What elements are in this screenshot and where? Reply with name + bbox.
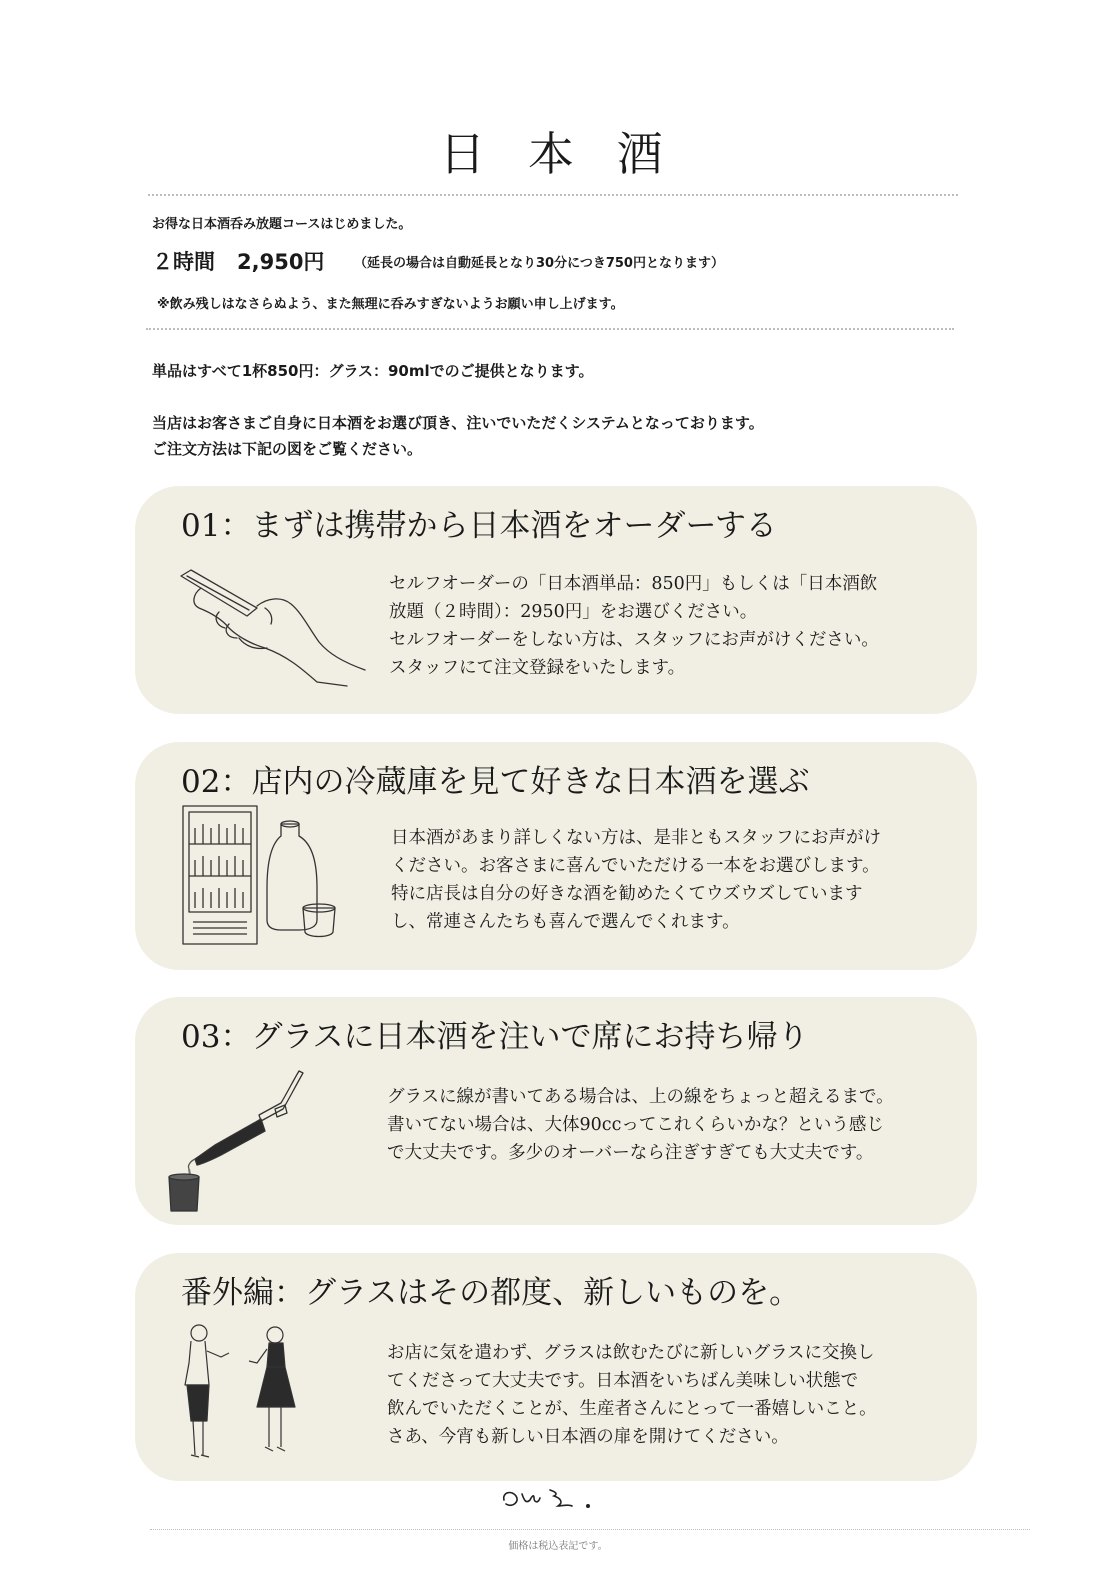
phone-hand-icon bbox=[179, 568, 367, 688]
divider bbox=[148, 194, 958, 196]
text-line: 特に店長は自分の好きな酒を勧めたくてウズウズしています bbox=[391, 884, 863, 904]
system-line: 当店はお客さまご自身に日本酒をお選び頂き、注いでいただくシステムとなっております。 bbox=[152, 414, 764, 432]
course-price bbox=[152, 246, 324, 276]
single-price-text: 単品はすべて1杯850円：グラス：90mlでのご提供となります。 bbox=[152, 362, 594, 380]
divider bbox=[150, 1529, 1030, 1530]
step-text bbox=[387, 1083, 894, 1167]
text-line: セルフオーダーをしない方は、スタッフにお声がけください。 bbox=[389, 630, 879, 650]
step-heading: 01：まずは携帯から日本酒をオーダーする bbox=[181, 508, 777, 544]
system-text bbox=[152, 410, 764, 462]
text-line: 書いてない場合は、大体90ccってこれくらいかな？という感じ bbox=[387, 1115, 884, 1135]
course-duration: ２時間 bbox=[152, 250, 215, 274]
text-line: お店に気を遣わず、グラスは飲むたびに新しいグラスに交換し bbox=[387, 1343, 875, 1363]
text-line: 飲んでいただくことが、生産者さんにとって一番嬉しいこと。 bbox=[387, 1399, 877, 1419]
step-card-1 bbox=[135, 486, 977, 714]
step-card-2 bbox=[135, 742, 977, 970]
text-line: で大丈夫です。多少のオーバーなら注ぎすぎても大丈夫です。 bbox=[387, 1143, 874, 1163]
step-text bbox=[389, 570, 879, 682]
text-line: セルフオーダーの「日本酒単品：850円」もしくは「日本酒飲 bbox=[389, 574, 878, 594]
step-heading: 番外編：グラスはその都度、新しいものを。 bbox=[181, 1275, 801, 1311]
course-intro: お得な日本酒呑み放題コースはじめました。 bbox=[152, 217, 412, 232]
step-card-3 bbox=[135, 997, 977, 1225]
text-line: さあ、今宵も新しい日本酒の扉を開けてください。 bbox=[387, 1427, 789, 1447]
text-line: 放題（２時間）：2950円」をお選びください。 bbox=[389, 602, 758, 622]
step-text bbox=[391, 824, 881, 936]
pouring-bottle-icon bbox=[165, 1069, 315, 1215]
text-line: ください。お客さまに喜んでいただける一本をお選びします。 bbox=[391, 856, 880, 876]
text-line: てくださって大丈夫です。日本酒をいちばん美味しい状態で bbox=[387, 1371, 859, 1391]
system-line: ご注文方法は下記の図をご覧ください。 bbox=[152, 440, 423, 458]
logo bbox=[498, 1482, 622, 1512]
step-heading: 03：グラスに日本酒を注いで席にお持ち帰り bbox=[181, 1019, 809, 1055]
course-extension: （延長の場合は自動延長となり30分につき750円となります） bbox=[354, 256, 724, 271]
step-heading: 02：店内の冷蔵庫を見て好きな日本酒を選ぶ bbox=[181, 764, 810, 800]
text-line: グラスに線が書いてある場合は、上の線をちょっと超えるまで。 bbox=[387, 1087, 894, 1107]
two-women-icon bbox=[177, 1323, 307, 1473]
text-line: し、常連さんたちも喜んで選んでくれます。 bbox=[391, 912, 740, 932]
step-text bbox=[387, 1339, 877, 1451]
text-line: 日本酒があまり詳しくない方は、是非ともスタッフにお声がけ bbox=[391, 828, 881, 848]
course-note: ※飲み残しはなさらぬよう、また無理に呑みすぎないようお願い申し上げます。 bbox=[157, 297, 624, 312]
page-title: 日 本 酒 bbox=[439, 127, 677, 181]
divider bbox=[146, 328, 954, 330]
text-line: スタッフにて注文登録をいたします。 bbox=[389, 658, 686, 678]
fridge-sake-icon bbox=[181, 804, 341, 948]
footer-note: 価格は税込表記です。 bbox=[508, 1541, 608, 1552]
step-card-4 bbox=[135, 1253, 977, 1481]
course-price-value: 2,950円 bbox=[237, 250, 325, 274]
